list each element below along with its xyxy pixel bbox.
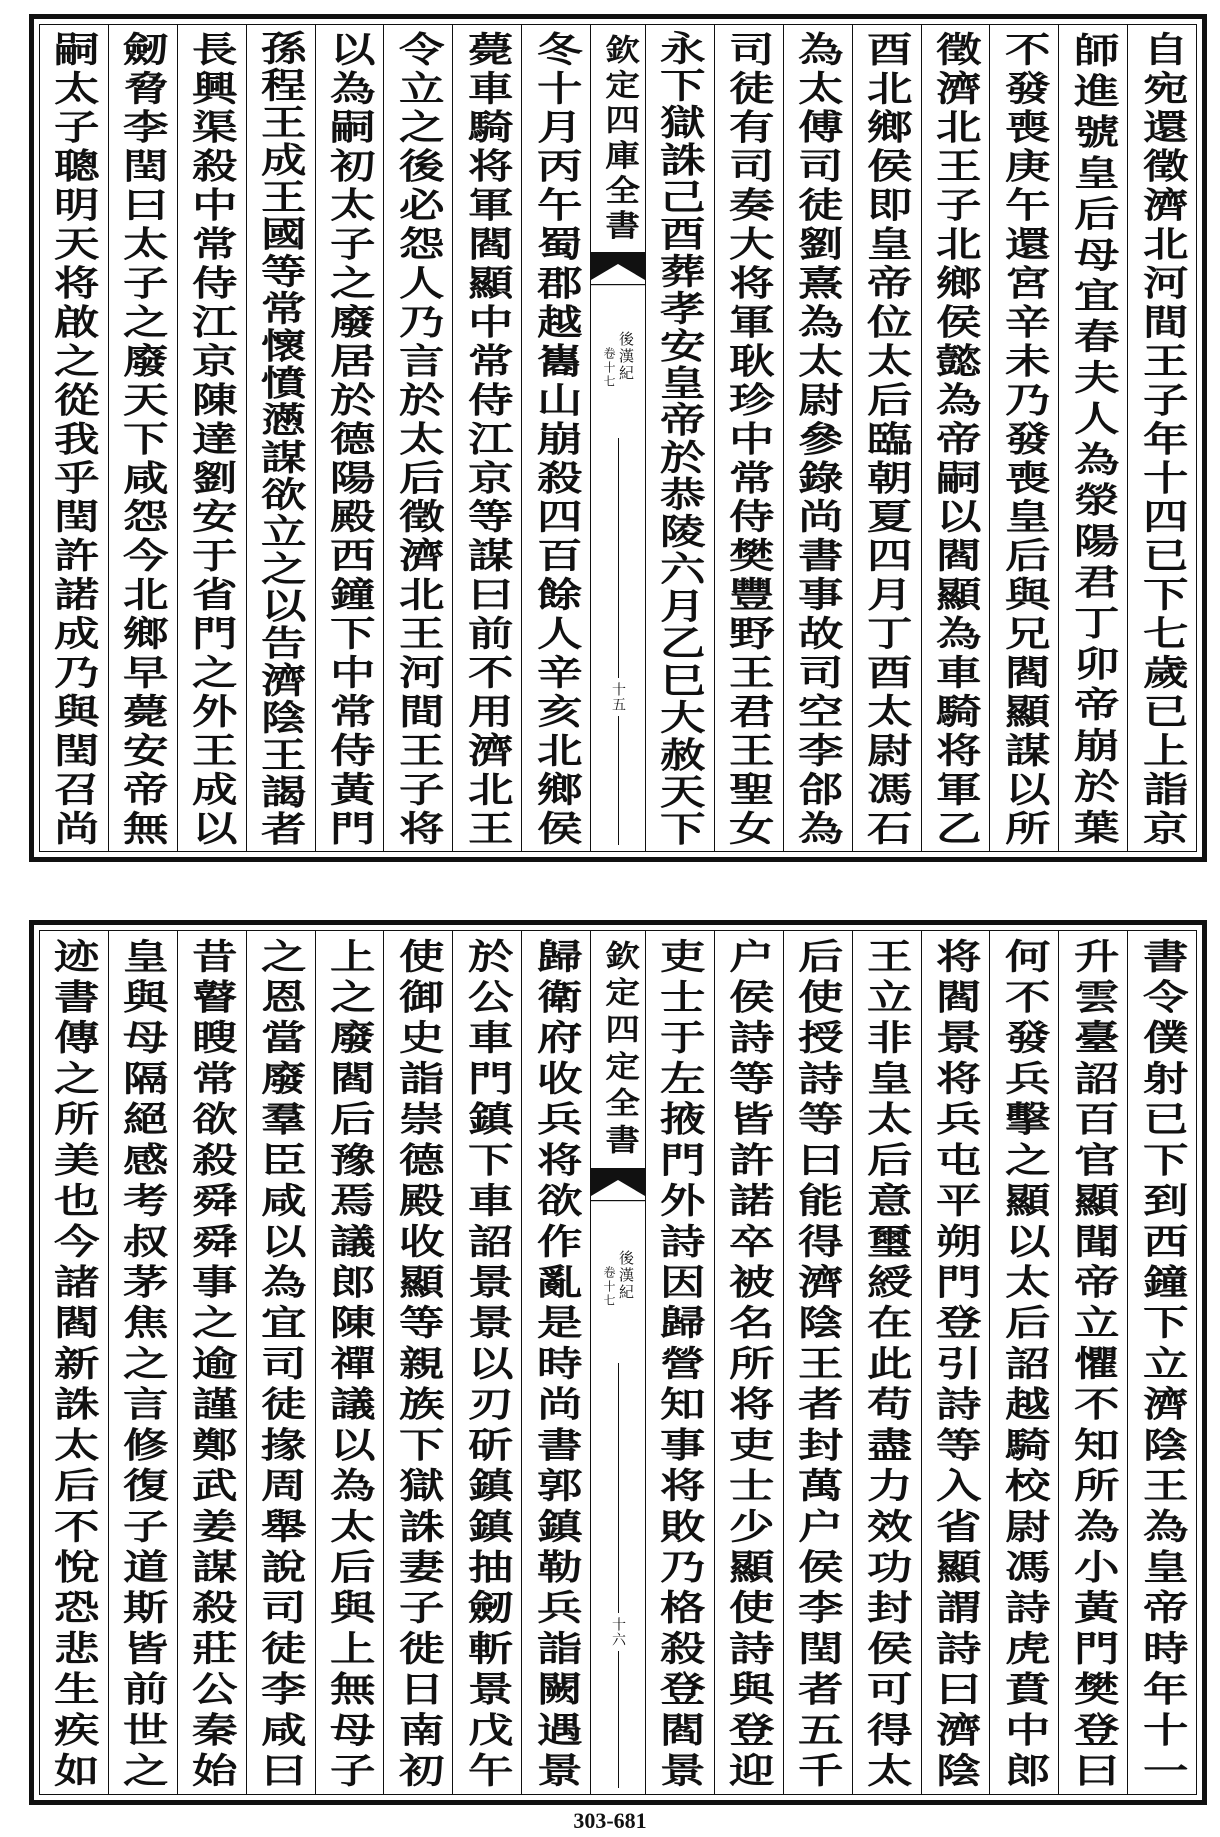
text-column bbox=[714, 25, 783, 851]
text-column bbox=[108, 25, 177, 851]
book-title: 後漢紀 bbox=[617, 330, 635, 382]
juan-number: 卷十七 bbox=[602, 1266, 616, 1309]
text-column bbox=[783, 931, 852, 1794]
book-label bbox=[591, 331, 645, 389]
juan-number: 卷十七 bbox=[602, 346, 616, 389]
fold-rule bbox=[618, 438, 619, 845]
text-column bbox=[852, 25, 921, 851]
text-column bbox=[1127, 25, 1196, 851]
text-column bbox=[1058, 931, 1127, 1794]
text-column bbox=[783, 25, 852, 851]
text-column bbox=[315, 25, 384, 851]
text-column bbox=[645, 931, 714, 1794]
text-column bbox=[108, 931, 177, 1794]
text-column bbox=[921, 931, 990, 1794]
leaf-lower bbox=[29, 920, 1207, 1805]
column-text: 薨車騎将軍閻顯中常侍江京等謀曰前不用濟北王 bbox=[460, 30, 514, 849]
column-text: 不發喪庚午還宮辛未乃發喪皇后與兄閻顯謀以所 bbox=[997, 30, 1051, 849]
collection-title: 欽定四定全書 bbox=[598, 940, 639, 1162]
text-column bbox=[177, 931, 246, 1794]
text-column bbox=[246, 25, 315, 851]
text-frame bbox=[39, 930, 1197, 1795]
text-column bbox=[521, 931, 590, 1794]
column-text: 使御史詣崇德殿收顯等親族下獄誅妻子徙日南初 bbox=[391, 937, 445, 1793]
column-text: 户侯詩等皆許諾卒被名所将吏士少顯使詩與登迎 bbox=[722, 937, 776, 1793]
column-text: 上之廢閻后豫焉議郎陳禪議以為太后與上無母子 bbox=[322, 937, 377, 1793]
column-text: 為太傅司徒劉熹為太尉參錄尚書事故司空李郃為 bbox=[791, 30, 845, 849]
text-column bbox=[383, 25, 452, 851]
column-text: 酉北鄉侯即皇帝位太后臨朝夏四月丁酉太尉馮石 bbox=[859, 30, 914, 849]
text-column bbox=[383, 931, 452, 1794]
column-text: 自宛還徵濟北河間王子年十四已下七歲已上詣京 bbox=[1135, 30, 1189, 849]
text-column bbox=[714, 931, 783, 1794]
text-column bbox=[645, 25, 714, 851]
text-column bbox=[921, 25, 990, 851]
column-text: 后使授詩等曰能得濟陰王者封萬户侯李閏者五千 bbox=[791, 937, 845, 1793]
text-column bbox=[177, 25, 246, 851]
column-text: 昔瞽瞍常欲殺舜舜事之逾謹鄭武姜謀殺莊公秦始 bbox=[185, 937, 239, 1793]
text-column bbox=[452, 25, 521, 851]
text-frame bbox=[39, 24, 1197, 852]
column-text: 於公車門鎮下車詔景景以刃斫鎮鎮抽劒斬景戊午 bbox=[460, 937, 514, 1793]
text-column bbox=[246, 931, 315, 1794]
text-column bbox=[315, 931, 384, 1794]
text-column bbox=[852, 931, 921, 1794]
leaf-number: 十六 bbox=[609, 1613, 627, 1651]
text-column bbox=[521, 25, 590, 851]
column-text: 升雲臺詔百官顯聞帝立懼不知所為小黃門樊登曰 bbox=[1066, 937, 1120, 1793]
column-text: 何不發兵擊之顯以太后詔越騎校尉馮詩虎賁中郎 bbox=[997, 937, 1051, 1793]
column-text: 王立非皇太后意璽綬在此苟盡力效功封侯可得太 bbox=[859, 937, 914, 1793]
archive-page-number: 303-681 bbox=[573, 1808, 647, 1833]
column-text: 之恩當廢羣臣咸以為宜司徒掾周舉說司徒李咸曰 bbox=[253, 937, 308, 1793]
column-text: 迹書傳之所美也今諸閻新誅太后不悅恐悲生疾如 bbox=[47, 937, 101, 1793]
book-label bbox=[591, 1250, 645, 1308]
column-text: 師進號皇后母宜春夫人為滎陽君丁卯帝崩於葉 bbox=[1066, 31, 1120, 850]
fish-tail-mark bbox=[591, 1168, 645, 1202]
column-text: 徵濟北王子北鄉侯懿為帝嗣以閻顯為車騎将軍乙 bbox=[928, 30, 983, 849]
column-text: 歸衛府收兵将欲作亂是時尚書郭鎮勒兵詣闕遇景 bbox=[529, 937, 583, 1793]
column-text: 以為嗣初太子之廢居於德陽殿西鐘下中常侍黃門 bbox=[322, 30, 377, 849]
column-text: 長興渠殺中常侍江京陳達劉安于省門之外王成以 bbox=[185, 30, 239, 849]
center-fold bbox=[590, 25, 645, 851]
collection-title: 欽定四庫全書 bbox=[598, 33, 639, 245]
column-text: 吏士于左掖門外詩因歸營知事将敗乃格殺登閻景 bbox=[653, 937, 707, 1793]
column-text: 孫程王成王國等常懷憤懣謀欲立之以告濟陰王謁者 bbox=[253, 30, 308, 849]
leaf-upper bbox=[29, 14, 1207, 862]
text-column bbox=[40, 25, 108, 851]
column-text: 令立之後必怨人乃言於太后徵濟北王河間王子将 bbox=[391, 30, 445, 849]
text-column bbox=[452, 931, 521, 1794]
column-text: 永下獄誅己酉葬孝安皇帝於恭陵六月乙巳大赦天下 bbox=[653, 30, 707, 849]
column-text: 書令僕射已下到西鐘下立濟陰王為皇帝時年十一 bbox=[1135, 937, 1189, 1793]
leaf-number: 十五 bbox=[609, 678, 627, 716]
book-title: 後漢紀 bbox=[617, 1250, 635, 1302]
center-fold bbox=[590, 931, 645, 1794]
text-column bbox=[1127, 931, 1196, 1794]
text-column bbox=[989, 931, 1058, 1794]
text-column bbox=[40, 931, 108, 1794]
column-text: 劒脅李閏曰太子之廢天下咸怨今北鄉早薨安帝無 bbox=[116, 30, 170, 849]
fold-rule bbox=[618, 1363, 619, 1789]
column-text: 司徒有司奏大将軍耿珍中常侍樊豐野王君王聖女 bbox=[722, 30, 776, 849]
column-text: 冬十月丙午蜀郡越巂山崩殺四百餘人辛亥北鄉侯 bbox=[529, 30, 583, 849]
text-column bbox=[989, 25, 1058, 851]
column-text: 皇與母隔絕感考叔茅焦之言修復子道斯皆前世之 bbox=[116, 937, 170, 1793]
text-column bbox=[1058, 25, 1127, 851]
column-text: 嗣太子聰明天将啟之從我乎閏許諾成乃與閏召尚 bbox=[47, 30, 101, 849]
column-text: 将閻景将兵屯平朔門登引詩等入省顯謂詩曰濟陰 bbox=[928, 937, 983, 1793]
fish-tail-mark bbox=[591, 252, 645, 286]
